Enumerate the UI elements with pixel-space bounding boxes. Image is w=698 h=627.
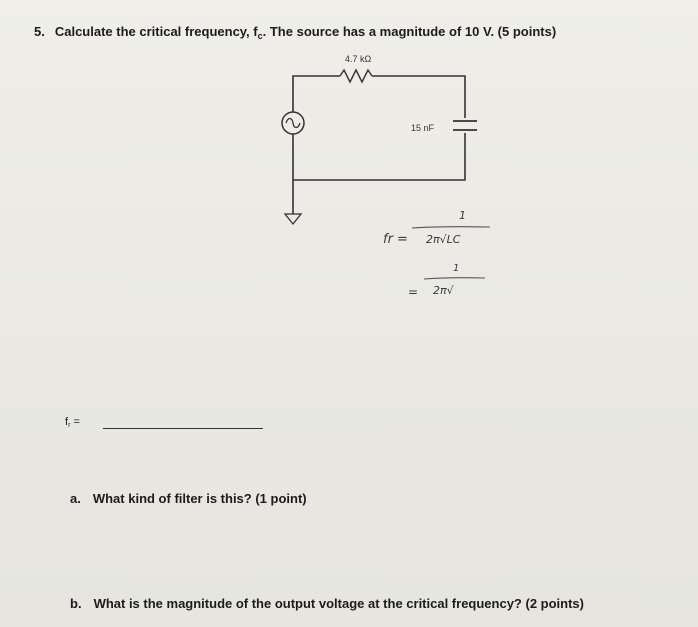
- answer-label: [65, 416, 80, 429]
- ac-source-symbol: [282, 112, 304, 134]
- capacitor-label: 15 nF: [411, 123, 435, 133]
- part-a-text: What kind of filter is this? (1 point): [92, 491, 307, 506]
- question-number: 5.: [34, 24, 45, 39]
- part-b-letter: b.: [70, 596, 82, 611]
- fraction-bar-1: [412, 227, 490, 228]
- answer-label-sub: r: [68, 422, 71, 429]
- part-b-question: [70, 596, 584, 611]
- part-b-text: What is the magnitude of the output voltage at the critical frequency? (2 points): [93, 596, 584, 611]
- answer-label-main: f: [65, 416, 69, 428]
- part-a-letter: a.: [70, 491, 81, 506]
- hand-fr-eq: fr =: [383, 232, 408, 247]
- fraction-bar-2: [424, 278, 485, 279]
- hand-den-2: 2π√: [433, 284, 454, 297]
- wire-top-left: [293, 76, 340, 112]
- question-text-sub: c: [257, 31, 263, 41]
- resistor-symbol: [340, 70, 372, 82]
- wire-bottom: [293, 133, 465, 180]
- hand-num-1: 1: [459, 209, 466, 222]
- answer-blank-line[interactable]: [103, 428, 263, 429]
- answer-label-eq: =: [70, 416, 80, 428]
- question-text-main: Calculate the critical frequency, f: [54, 24, 258, 39]
- wire-top-right: [372, 76, 465, 118]
- hand-num-2: 1: [453, 263, 460, 274]
- hand-eq-2: =: [408, 285, 419, 299]
- hand-den-1: 2π√LC: [426, 233, 461, 246]
- ground-symbol: [285, 214, 301, 224]
- part-a-question: [70, 491, 307, 506]
- capacitor-symbol: [453, 121, 477, 130]
- question-text-rest: . The source has a magnitude of 10 V. (5 points): [262, 24, 557, 39]
- resistor-label: 4.7 kΩ: [345, 54, 372, 64]
